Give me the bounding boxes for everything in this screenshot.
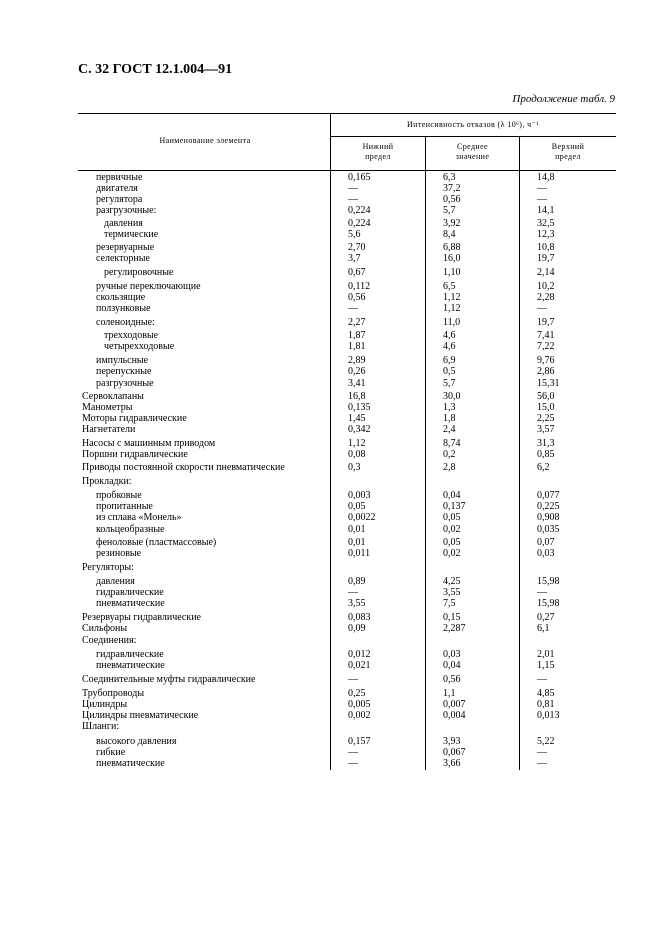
upper-limit-cell: 7,41 (537, 330, 555, 341)
lower-limit-cell: 0,012 (348, 649, 371, 660)
mean-value-cell: 0,04 (443, 660, 461, 671)
element-name-cell: феноловые (пластмассовые) (96, 537, 217, 548)
upper-limit-cell: — (537, 194, 547, 205)
element-name-cell: селекторные (96, 253, 150, 264)
lower-limit-cell: 0,083 (348, 612, 371, 623)
mean-value-cell: 0,15 (443, 612, 461, 623)
lower-limit-cell: 0,09 (348, 623, 366, 634)
element-name-cell: соленоидные: (96, 317, 155, 328)
upper-limit-cell: 2,25 (537, 413, 555, 424)
table-top-rule (78, 113, 616, 114)
element-name-cell: гибкие (96, 747, 126, 758)
mean-value-cell: 0,02 (443, 548, 461, 559)
element-name-cell: пневматические (96, 758, 165, 769)
upper-limit-cell: 1,15 (537, 660, 555, 671)
upper-limit-cell: 6,1 (537, 623, 550, 634)
upper-limit-cell: 5,22 (537, 736, 555, 747)
upper-limit-cell: 0,81 (537, 699, 555, 710)
mean-value-cell: 0,03 (443, 649, 461, 660)
mean-value-cell: 0,05 (443, 537, 461, 548)
element-name-cell: пневматические (96, 598, 165, 609)
upper-limit-cell: 7,22 (537, 341, 555, 352)
lower-limit-cell: 2,27 (348, 317, 366, 328)
upper-limit-cell: 0,225 (537, 501, 560, 512)
element-name-cell: давления (104, 218, 143, 229)
upper-limit-cell: 0,908 (537, 512, 560, 523)
element-name-cell: разгрузочные: (96, 205, 157, 216)
mean-value-cell: 0,067 (443, 747, 466, 758)
lower-limit-cell: 0,25 (348, 688, 366, 699)
lower-limit-cell: 0,135 (348, 402, 371, 413)
element-name-cell: Сервоклапаны (82, 391, 144, 402)
element-name-cell: Цилиндры (82, 699, 128, 710)
upper-limit-cell: 0,27 (537, 612, 555, 623)
mean-value-cell: 37,2 (443, 183, 461, 194)
upper-limit-cell: — (537, 587, 547, 598)
element-name-cell: импульсные (96, 355, 149, 366)
upper-limit-cell: 32,5 (537, 218, 555, 229)
element-name-cell: Шланги: (82, 721, 120, 732)
column-divider-2 (425, 136, 426, 770)
mean-value-cell: 0,05 (443, 512, 461, 523)
element-name-cell: пропитанные (96, 501, 153, 512)
lower-limit-cell: 0,89 (348, 576, 366, 587)
mean-value-cell: 0,56 (443, 194, 461, 205)
header-failure-intensity: Интенсивность отказов (λ 10⁶), ч⁻¹ (406, 120, 539, 129)
element-name-cell: давления (96, 576, 135, 587)
upper-limit-cell: 0,03 (537, 548, 555, 559)
upper-limit-cell: 56,0 (537, 391, 555, 402)
element-name-cell: гидравлические (96, 587, 164, 598)
element-name-cell: Прокладки: (82, 476, 132, 487)
header-upper-limit: Верхний предел (551, 142, 585, 161)
element-name-cell: разгрузочные (96, 378, 154, 389)
element-name-cell: Резервуары гидравлические (82, 612, 201, 623)
upper-limit-cell: — (537, 674, 547, 685)
lower-limit-cell: 3,41 (348, 378, 366, 389)
mean-value-cell: 4,25 (443, 576, 461, 587)
mean-value-cell: 8,74 (443, 438, 461, 449)
column-divider-3 (519, 136, 520, 770)
lower-limit-cell: 1,12 (348, 438, 366, 449)
mean-value-cell: 16,0 (443, 253, 461, 264)
lower-limit-cell: 0,67 (348, 267, 366, 278)
element-name-cell: Нагнетатели (82, 424, 136, 435)
upper-limit-cell: 0,035 (537, 524, 560, 535)
mean-value-cell: 0,2 (443, 449, 456, 460)
mean-value-cell: 6,3 (443, 172, 456, 183)
upper-limit-cell: 15,0 (537, 402, 555, 413)
element-name-cell: резервуарные (96, 242, 155, 253)
upper-limit-cell: 9,76 (537, 355, 555, 366)
element-name-cell: регулятора (96, 194, 143, 205)
mean-value-cell: 0,56 (443, 674, 461, 685)
mean-value-cell: 5,7 (443, 205, 456, 216)
header-element-name: Наименование элемента (159, 136, 251, 145)
lower-limit-cell: 0,005 (348, 699, 371, 710)
mean-value-cell: 6,5 (443, 281, 456, 292)
element-name-cell: Цилиндры пневматические (82, 710, 199, 721)
mean-value-cell: 1,8 (443, 413, 456, 424)
upper-limit-cell: — (537, 303, 547, 314)
lower-limit-cell: 0,224 (348, 218, 371, 229)
element-name-cell: регулировочные (104, 267, 174, 278)
lower-limit-cell: 3,55 (348, 598, 366, 609)
mean-value-cell: 1,3 (443, 402, 456, 413)
upper-limit-cell: 12,3 (537, 229, 555, 240)
lower-limit-cell: 0,112 (348, 281, 371, 292)
element-name-cell: трехходовые (104, 330, 159, 341)
mean-value-cell: 2,4 (443, 424, 456, 435)
mean-value-cell: 8,4 (443, 229, 456, 240)
lower-limit-cell: 2,89 (348, 355, 366, 366)
mean-value-cell: 5,7 (443, 378, 456, 389)
upper-limit-cell: 0,85 (537, 449, 555, 460)
upper-limit-cell: 0,013 (537, 710, 560, 721)
element-name-cell: ползунковые (96, 303, 151, 314)
lower-limit-cell: 2,70 (348, 242, 366, 253)
upper-limit-cell: 14,1 (537, 205, 555, 216)
lower-limit-cell: 1,45 (348, 413, 366, 424)
mean-value-cell: 1,12 (443, 292, 461, 303)
element-name-cell: Сильфоны (82, 623, 128, 634)
mean-value-cell: 3,93 (443, 736, 461, 747)
upper-limit-cell: 10,2 (537, 281, 555, 292)
lower-limit-cell: — (348, 183, 358, 194)
lower-limit-cell: 0,002 (348, 710, 371, 721)
upper-limit-cell: 31,3 (537, 438, 555, 449)
mean-value-cell: 1,12 (443, 303, 461, 314)
element-name-cell: скользящие (96, 292, 146, 303)
element-name-cell: первичные (96, 172, 143, 183)
upper-limit-cell: 14,8 (537, 172, 555, 183)
lower-limit-cell: 5,6 (348, 229, 361, 240)
lower-limit-cell: 0,05 (348, 501, 366, 512)
element-name-cell: Трубопроводы (82, 688, 145, 699)
element-name-cell: пробковые (96, 490, 142, 501)
lower-limit-cell: 0,165 (348, 172, 371, 183)
element-name-cell: Манометры (82, 402, 133, 413)
element-name-cell: Моторы гидравлические (82, 413, 187, 424)
element-name-cell: ручные переключающие (96, 281, 201, 292)
mean-value-cell: 0,02 (443, 524, 461, 535)
mean-value-cell: 4,6 (443, 330, 456, 341)
upper-limit-cell: 3,57 (537, 424, 555, 435)
lower-limit-cell: 0,01 (348, 524, 366, 535)
page-title: С. 32 ГОСТ 12.1.004—91 (78, 62, 233, 77)
element-name-cell: перепускные (96, 366, 152, 377)
lower-limit-cell: 0,56 (348, 292, 366, 303)
element-name-cell: кольцеобразные (96, 524, 165, 535)
lower-limit-cell: 0,26 (348, 366, 366, 377)
lower-limit-cell: 0,342 (348, 424, 371, 435)
upper-limit-cell: 15,31 (537, 378, 560, 389)
mean-value-cell: 0,007 (443, 699, 466, 710)
upper-limit-cell: 4,85 (537, 688, 555, 699)
mean-value-cell: 0,04 (443, 490, 461, 501)
upper-limit-cell: 19,7 (537, 317, 555, 328)
lower-limit-cell: 0,08 (348, 449, 366, 460)
lower-limit-cell: — (348, 303, 358, 314)
upper-limit-cell: 2,28 (537, 292, 555, 303)
element-name-cell: Соединительные муфты гидравлические (82, 674, 256, 685)
mean-value-cell: 4,6 (443, 341, 456, 352)
lower-limit-cell: — (348, 758, 358, 769)
upper-limit-cell: 0,077 (537, 490, 560, 501)
element-name-cell: резиновые (96, 548, 142, 559)
element-name-cell: гидравлические (96, 649, 164, 660)
lower-limit-cell: 16,8 (348, 391, 366, 402)
lower-limit-cell: 0,01 (348, 537, 366, 548)
upper-limit-cell: — (537, 758, 547, 769)
mean-value-cell: 11,0 (443, 317, 461, 328)
mean-value-cell: 0,004 (443, 710, 466, 721)
element-name-cell: Соединения: (82, 635, 137, 646)
upper-limit-cell: 10,8 (537, 242, 555, 253)
mean-value-cell: 3,55 (443, 587, 461, 598)
mean-value-cell: 30,0 (443, 391, 461, 402)
lower-limit-cell: 0,011 (348, 548, 371, 559)
header-lower-limit: Нижний предел (362, 142, 394, 161)
mean-value-cell: 0,5 (443, 366, 456, 377)
lower-limit-cell: — (348, 587, 358, 598)
mean-value-cell: 7,5 (443, 598, 456, 609)
lower-limit-cell: 0,224 (348, 205, 371, 216)
mean-value-cell: 0,137 (443, 501, 466, 512)
lower-limit-cell: 1,81 (348, 341, 366, 352)
column-divider-1 (330, 113, 331, 770)
upper-limit-cell: 15,98 (537, 576, 560, 587)
mean-value-cell: 2,8 (443, 462, 456, 473)
header-bottom-rule (78, 170, 616, 171)
lower-limit-cell: — (348, 747, 358, 758)
lower-limit-cell: 0,157 (348, 736, 371, 747)
header-mean-value: Среднее значение (455, 142, 490, 161)
mean-value-cell: 1,1 (443, 688, 456, 699)
lower-limit-cell: 0,0022 (348, 512, 376, 523)
element-name-cell: Насосы с машинным приводом (82, 438, 216, 449)
mean-value-cell: 3,66 (443, 758, 461, 769)
lower-limit-cell: 0,3 (348, 462, 361, 473)
lower-limit-cell: — (348, 194, 358, 205)
upper-limit-cell: — (537, 183, 547, 194)
mean-value-cell: 3,92 (443, 218, 461, 229)
element-name-cell: пневматические (96, 660, 165, 671)
upper-limit-cell: 2,01 (537, 649, 555, 660)
lower-limit-cell: 0,003 (348, 490, 371, 501)
upper-limit-cell: 15,98 (537, 598, 560, 609)
element-name-cell: Приводы постоянной скорости пневматические (82, 462, 285, 473)
mean-value-cell: 2,287 (443, 623, 466, 634)
element-name-cell: двигателя (96, 183, 138, 194)
lower-limit-cell: — (348, 674, 358, 685)
mean-value-cell: 1,10 (443, 267, 461, 278)
upper-limit-cell: 6,2 (537, 462, 550, 473)
mean-value-cell: 6,88 (443, 242, 461, 253)
element-name-cell: Регуляторы: (82, 562, 134, 573)
lower-limit-cell: 0,021 (348, 660, 371, 671)
element-name-cell: термические (104, 229, 159, 240)
upper-limit-cell: — (537, 747, 547, 758)
header-group-rule (330, 136, 616, 137)
upper-limit-cell: 19,7 (537, 253, 555, 264)
element-name-cell: высокого давления (96, 736, 177, 747)
lower-limit-cell: 3,7 (348, 253, 361, 264)
element-name-cell: из сплава «Монель» (96, 512, 182, 523)
mean-value-cell: 6,9 (443, 355, 456, 366)
lower-limit-cell: 1,87 (348, 330, 366, 341)
element-name-cell: Поршни гидравлические (82, 449, 188, 460)
upper-limit-cell: 2,14 (537, 267, 555, 278)
element-name-cell: четырехходовые (104, 341, 175, 352)
upper-limit-cell: 2,86 (537, 366, 555, 377)
upper-limit-cell: 0,07 (537, 537, 555, 548)
table-continuation-label: Продолжение табл. 9 (512, 93, 615, 105)
